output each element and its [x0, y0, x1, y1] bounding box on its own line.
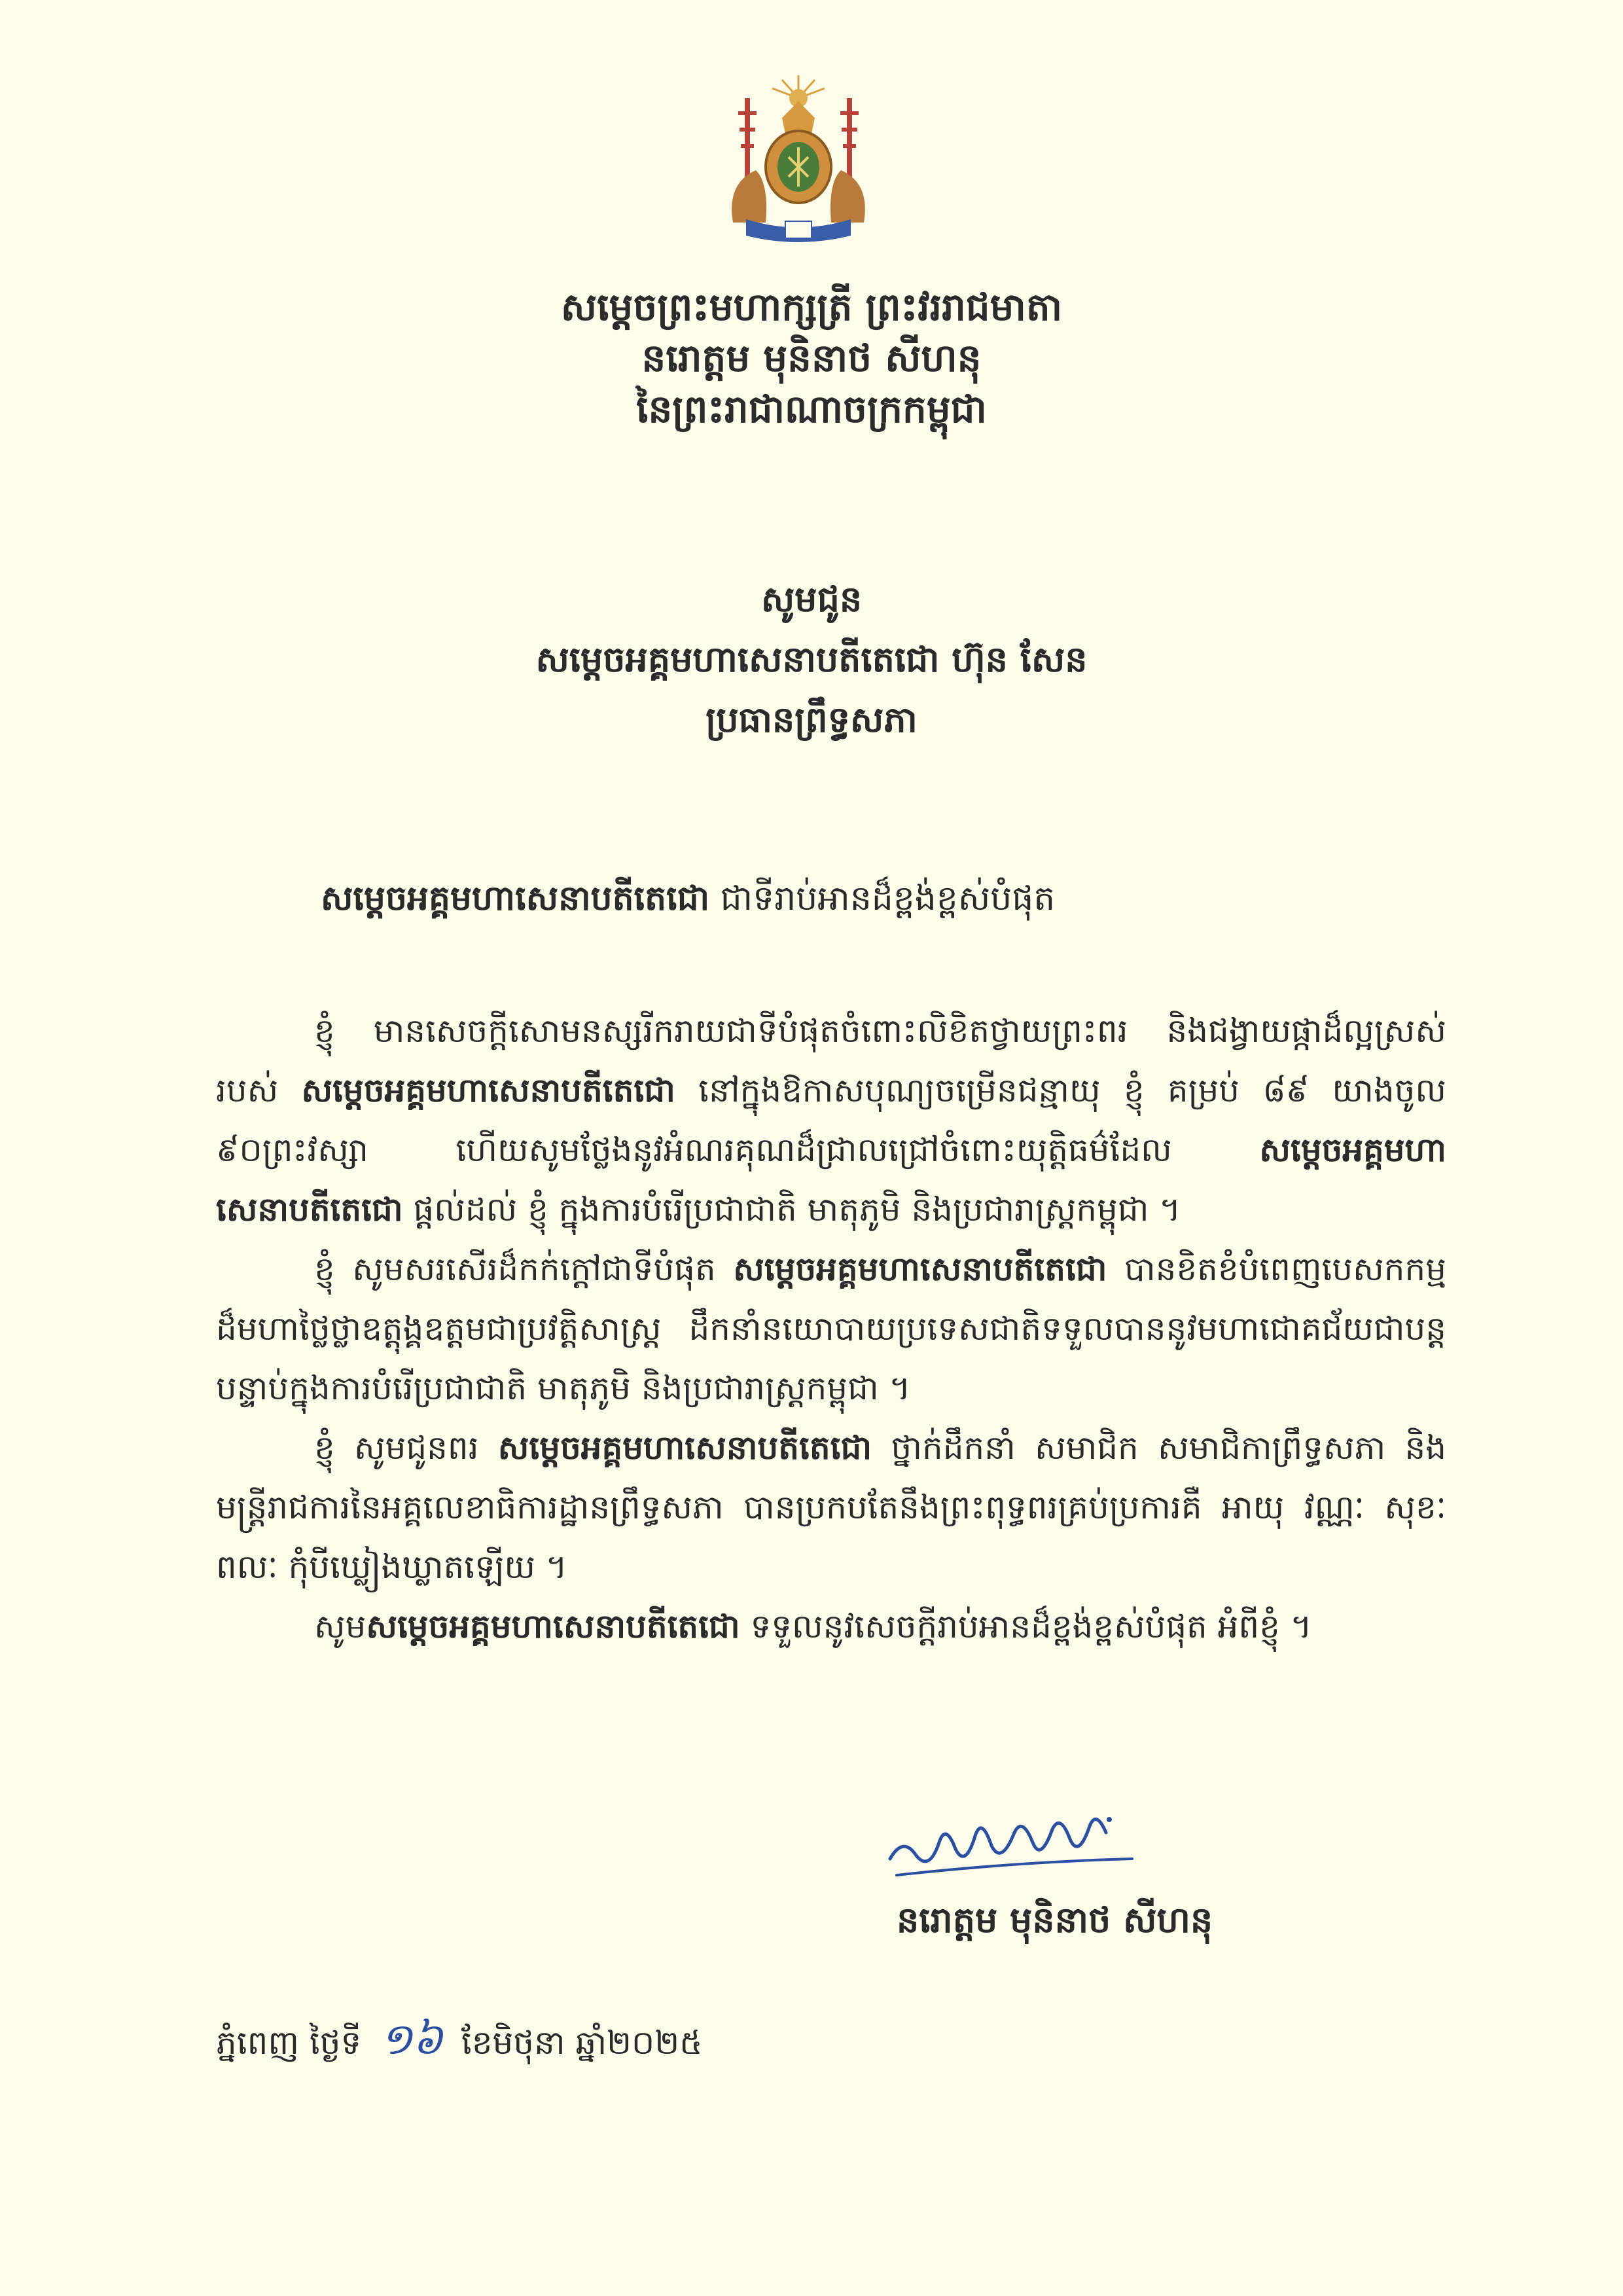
paragraph-3: [216, 1418, 1446, 1597]
salutation: [321, 877, 1055, 927]
p2-text-c: បានខិតខំបំពេញបេសកកម្ម ដ៏មហាថ្លៃថ្លាឧត្ដុង្គឧត្ដមជាប្រវត្តិសាស្ត្រ ដឹកនាំនយោបាយប្រទេសជាតិទទួលបាននូវមហាជោគជ័យជាបន្តបន្ទាប់ក្នុងការបំរើប្រជាជាតិ មាតុភូមិ និងប្រជារាស្ត្រកម្ពុជា ។: [216, 1250, 1446, 1407]
paragraph-2: [216, 1240, 1446, 1418]
sender-header: [0, 281, 1623, 435]
p3-bold-b: សម្ដេចអគ្គមហាសេនាបតីតេជោ: [497, 1429, 872, 1467]
signatory-name: នរោត្ដម មុនិនាថ សីហនុ: [897, 1899, 1213, 1941]
royal-emblem-icon: [720, 72, 877, 249]
addressee-block: [0, 569, 1623, 750]
p1-text-e: ផ្ដល់ដល់ ខ្ញុំ ក្នុងការបំរើប្រជាជាតិ មាតុភូមិ និងប្រជារាស្ត្រកម្ពុជា ។: [402, 1191, 1181, 1229]
p2-bold-b: សម្ដេចអគ្គមហាសេនាបតីតេជោ: [733, 1250, 1107, 1288]
p1-bold-b: សម្ដេចអគ្គមហាសេនាបតីតេជោ: [301, 1071, 675, 1109]
p3-text-c: ថ្នាក់ដឹកនាំ សមាជិក សមាជិកាព្រឹទ្ធសភា និង មន្ត្រីរាជការនៃអគ្គលេខាធិការដ្ឋានព្រឹទ្ធសភា បានប្រកបតែនឹងព្រះពុទ្ធពរគ្រប់ប្រការគឺ អាយុ វណ្ណៈ សុខៈ ពលៈ កុំបីឃ្លៀងឃ្លាតឡើយ ។: [216, 1429, 1446, 1586]
p1-text-c: នៅក្នុងឱកាសបុណ្យចម្រើនជន្មាយុ ខ្ញុំ គម្រប់ ៨៩ យាងចូល ៩០ព្រះវស្សា ហើយសូមថ្លែងនូវអំណរគុណដ៏ជ្រាលជ្រៅចំពោះយុត្តិធម៌ដែល: [216, 1071, 1446, 1169]
sender-title: សម្ដេចព្រះមហាក្សត្រី ព្រះវររាជមាតា: [560, 285, 1063, 329]
addressee-position: ប្រធានព្រឹទ្ធសភា: [705, 699, 918, 740]
p1-bold-d: សម្ដេចអគ្គមហាសេនាបតីតេជោ: [216, 1131, 1446, 1229]
p1-text-a: ខ្ញុំ មានសេចក្ដីសោមនស្សរីករាយជាទីបំផុតចំពោះលិខិតថ្វាយព្រះពរ និងជង្វាយផ្កាដ៏ល្អស្រស់ របស់: [216, 1012, 1446, 1109]
sender-kingdom: នៃព្រះរាជាណាចក្រកម្ពុជា: [636, 387, 987, 431]
date-suffix: ខែមិថុនា ឆ្នាំ២០២៥: [461, 2024, 703, 2062]
salutation-rest: ជាទីរាប់អានដ៏ខ្ពង់ខ្ពស់បំផុត: [709, 879, 1056, 918]
date-prefix: ភ្នំពេញ ថ្ងៃទី: [216, 2024, 362, 2062]
p4-text-c: ទទួលនូវសេចក្ដីរាប់អានដ៏ខ្ពង់ខ្ពស់បំផុត អំពីខ្ញុំ ។: [740, 1607, 1312, 1645]
p2-text-a: ខ្ញុំ សូមសរសើរដ៏កក់ក្ដៅជាទីបំផុត: [314, 1250, 734, 1288]
paragraph-1: [216, 1001, 1446, 1240]
p4-bold-b: សម្ដេចអគ្គមហាសេនាបតីតេជោ: [366, 1607, 740, 1645]
addressee-name: សម្ដេចអគ្គមហាសេនាបតីតេជោ ហ៊ុន សែន: [535, 639, 1088, 680]
date-day: ១៦: [380, 2014, 443, 2064]
paragraph-4: [216, 1597, 1446, 1657]
salutation-name: សម្ដេចអគ្គមហាសេនាបតីតេជោ: [321, 879, 710, 918]
p3-text-a: ខ្ញុំ សូមជូនពរ: [314, 1429, 498, 1467]
date-line: [216, 2013, 703, 2075]
p4-text-a: សូម: [314, 1607, 366, 1645]
letter-body: [216, 1001, 1446, 1657]
handwritten-signature: [883, 1797, 1145, 1882]
addressee-to: សូមជូន: [760, 579, 863, 620]
sender-name: នរោត្ដម មុនិនាថ សីហនុ: [641, 336, 982, 380]
